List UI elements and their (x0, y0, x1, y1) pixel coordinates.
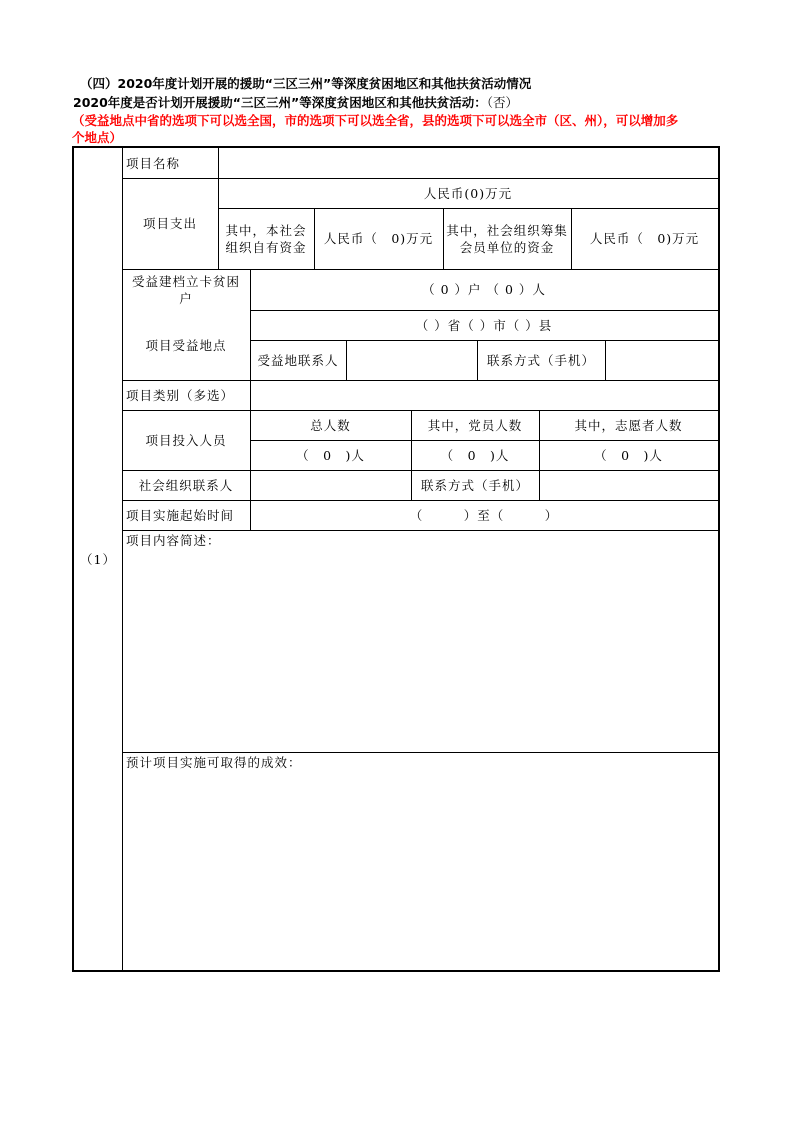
project-name-label: 项目名称 (126, 155, 181, 171)
org-contact-field[interactable] (250, 470, 411, 500)
volunteers-field[interactable]: （ 0 )人 (594, 447, 663, 463)
org-phone-label: 联系方式（手机） (420, 477, 529, 493)
beneficiary-households-field[interactable]: （ 0 ）户 （ 0 ）人 (422, 282, 546, 297)
personnel-label: 项目投入人员 (145, 432, 227, 448)
expenditure-label: 项目支出 (142, 216, 197, 231)
volunteers-label: 其中，志愿者人数 (574, 417, 683, 433)
period-label: 项目实施起始时间 (126, 507, 235, 523)
content-area[interactable] (122, 530, 718, 752)
own-funds-label: 其中，本社会组织自有资金 (225, 222, 307, 255)
project-name-field[interactable] (218, 148, 718, 178)
party-members-field[interactable]: （ 0 )人 (440, 447, 510, 463)
category-label: 项目类别（多选） (126, 387, 235, 403)
location-contact-field[interactable] (346, 340, 477, 380)
location-contact-label: 受益地联系人 (257, 352, 339, 368)
section-title: （四）2020年度计划开展的援助“三区三州”等深度贫困地区和其他扶贫活动情况 (80, 76, 532, 91)
total-people-field[interactable]: （ 0 )人 (296, 447, 365, 463)
location-field[interactable]: （ ）省（ ）市（ ）县 (415, 317, 553, 333)
beneficiary-households-label: 受益建档立卡贫困户 (131, 273, 240, 306)
period-field[interactable]: （ ）至（ ） (409, 507, 559, 523)
activity-question (73, 93, 518, 111)
own-funds-field[interactable]: 人民币（ 0)万元 (323, 231, 434, 246)
row-index: （1） (80, 551, 116, 567)
outcome-label: 预计项目实施可取得的成效： (126, 755, 302, 770)
category-field[interactable] (250, 380, 718, 410)
party-members-label: 其中，党员人数 (427, 417, 523, 433)
expenditure-total-field[interactable]: 人民币(0)万元 (423, 185, 513, 201)
content-label: 项目内容简述： (126, 533, 221, 548)
total-people-label: 总人数 (310, 417, 351, 433)
question-text: 2020年度是否计划开展援助“三区三州”等深度贫困地区和其他扶贫活动： (73, 95, 487, 110)
activity-form (72, 146, 720, 972)
location-note-line1: （受益地点中省的选项下可以选全国，市的选项下可以选全省，县的选项下可以选全市（区、州），可以增加多 (72, 113, 679, 128)
location-phone-label: 联系方式（手机） (486, 352, 595, 368)
outcome-area[interactable] (122, 752, 718, 970)
org-contact-label: 社会组织联系人 (138, 477, 234, 493)
location-note-line2: 个地点） (72, 130, 123, 145)
location-phone-field[interactable] (605, 340, 718, 380)
raised-funds-field[interactable]: 人民币（ 0)万元 (589, 231, 700, 246)
raised-funds-label: 其中，社会组织筹集会员单位的资金 (446, 222, 568, 255)
question-answer: （否） (486, 95, 518, 110)
location-label: 项目受益地点 (145, 337, 227, 353)
org-phone-field[interactable] (539, 470, 718, 500)
